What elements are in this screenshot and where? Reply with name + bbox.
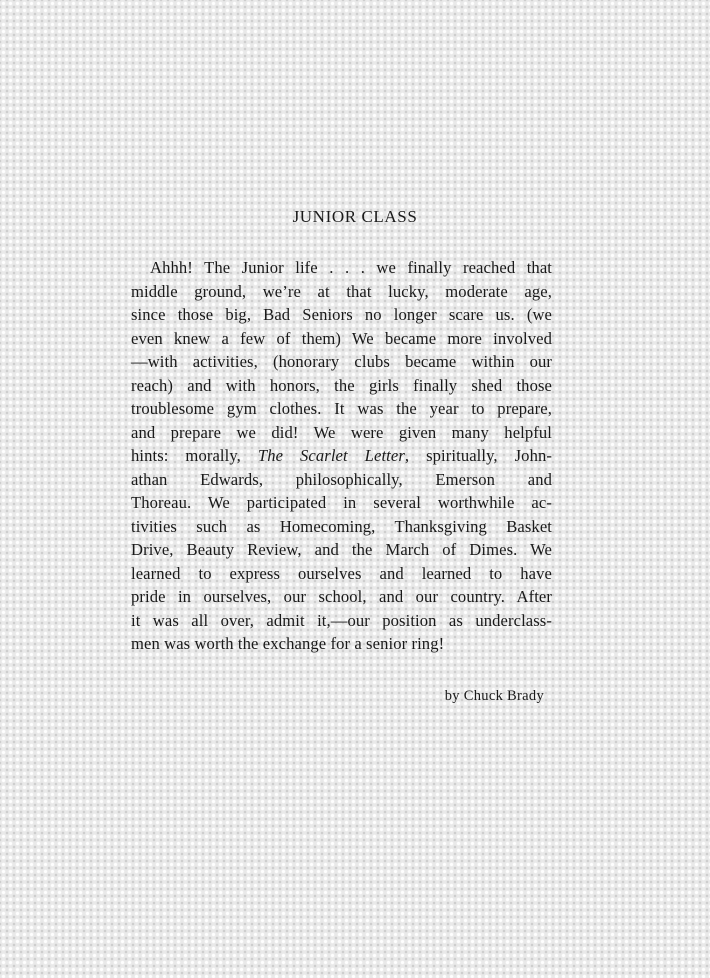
text-line (131, 444, 552, 468)
text-line (131, 515, 552, 539)
text-segment: troublesome gym clothes. It was the year to prepare, (131, 399, 552, 418)
text-line (131, 421, 552, 445)
text-line (131, 538, 552, 562)
text-line (131, 327, 552, 351)
text-line (131, 256, 552, 280)
book-title: The Scarlet Letter (257, 446, 405, 465)
text-line (131, 303, 552, 327)
text-line (131, 562, 552, 586)
text-segment: , spiritually, John- (404, 446, 552, 465)
text-line (131, 632, 552, 656)
text-line (131, 491, 552, 515)
text-segment: athan Edwards, philosophically, Emerson and (131, 469, 552, 489)
author-byline: by Chuck Brady (444, 688, 544, 704)
text-line (131, 585, 552, 609)
text-segment: Ahhh! The Junior life . . . we finally reached that (150, 258, 552, 277)
text-segment: middle ground, we’re at that lucky, moderate age, (131, 281, 552, 301)
page-title: JUNIOR CLASS (292, 207, 418, 226)
text-line (131, 374, 552, 398)
text-line (131, 609, 552, 633)
text-segment: men was worth the exchange for a senior ring! (131, 634, 445, 653)
text-segment: hints: morally, (131, 446, 258, 465)
article-body (131, 256, 552, 656)
text-segment: Thoreau. We participated in several worthwhile ac- (131, 493, 552, 512)
text-segment: reach) and with honors, the girls finally shed those (131, 375, 552, 395)
text-line (131, 350, 552, 374)
text-segment: pride in ourselves, our school, and our country. After (131, 587, 552, 606)
text-segment: and prepare we did! We were given many helpful (131, 422, 552, 442)
text-segment: —with activities, (honorary clubs became within our (131, 352, 552, 371)
text-line (131, 468, 552, 492)
text-segment: learned to express ourselves and learned to have (131, 563, 552, 583)
text-segment: it was all over, admit it,—our position as underclass- (131, 610, 552, 630)
text-segment: even knew a few of them) We became more involved (131, 328, 552, 348)
text-segment: since those big, Bad Seniors no longer scare us. (we (131, 305, 552, 324)
text-line (131, 280, 552, 304)
text-line (131, 397, 552, 421)
text-segment: Drive, Beauty Review, and the March of Dimes. We (131, 540, 552, 559)
text-segment: tivities such as Homecoming, Thanksgiving Basket (131, 516, 552, 536)
